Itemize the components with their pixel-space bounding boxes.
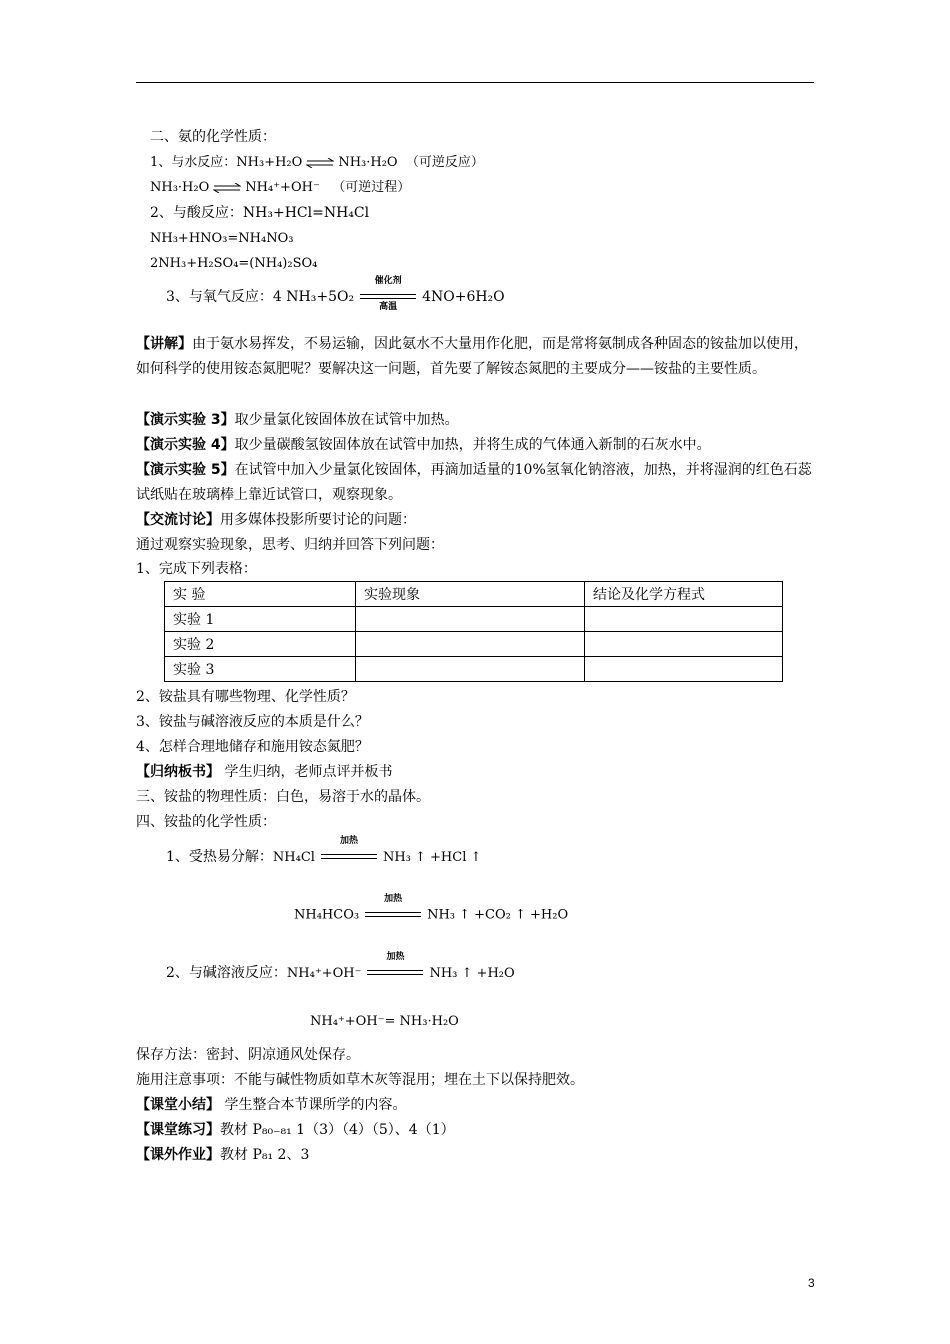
lecture-tag: 【讲解】 xyxy=(136,336,192,352)
decomp-label: 1、受热易分解： xyxy=(166,849,273,865)
decomp1-rhs: NH₃ ↑ +HCl ↑ xyxy=(382,850,482,865)
ionize-lhs: NH₃·H₂O xyxy=(150,180,210,195)
demo4-line xyxy=(136,433,814,458)
demo4-text: 取少量碳酸氢铵固体放在试管中加热，并将生成的气体通入新制的石灰水中。 xyxy=(234,437,711,453)
class-practice-text: 教材 P₈₀₋₈₁ 1（3）（4）（5）、4（1） xyxy=(220,1122,455,1138)
acid-line xyxy=(150,204,369,222)
usage-text: 施用注意事项：不能与碱性物质如草木灰等混用；埋在土下以保持肥效。 xyxy=(136,1072,584,1088)
water-rhs: NH₃·H₂O xyxy=(338,155,398,170)
high-temp-label: 高温 xyxy=(379,302,398,312)
decomp2-lhs: NH₄HCO₃ xyxy=(294,907,360,923)
question-4: 4、怎样合理地储存和施用铵态氮肥？ xyxy=(136,739,369,755)
question-3: 3、铵盐与碱溶液反应的本质是什么？ xyxy=(136,714,369,730)
decomp1-line xyxy=(166,836,482,867)
top-rule xyxy=(136,82,814,83)
base-label: 2、与碱溶液反应： xyxy=(166,965,287,981)
water-note: （可逆反应） xyxy=(405,155,484,170)
table-cell xyxy=(356,657,585,682)
homework-line xyxy=(136,1143,814,1168)
ionize-note: （可逆过程） xyxy=(332,180,411,195)
discussion-text: 用多媒体投影所要讨论的问题： xyxy=(220,512,416,528)
question-1: 1、完成下列表格： xyxy=(136,561,257,577)
table-cell: 实验 3 xyxy=(165,657,356,682)
table-header-cell: 实验现象 xyxy=(356,582,585,607)
reversible-arrow-icon xyxy=(213,183,241,193)
ionize-line xyxy=(150,179,410,197)
ionize-rhs: NH₄⁺+OH⁻ xyxy=(245,180,320,195)
section4-heading: 四、铵盐的化学性质： xyxy=(136,814,276,830)
discussion-intro: 通过观察实验现象，思考、归纳并回答下列问题： xyxy=(136,537,444,553)
water-lhs: NH₃+H₂O xyxy=(236,155,303,170)
table-cell: 实验 1 xyxy=(165,607,356,632)
summary-line xyxy=(136,760,814,785)
class-summary-line xyxy=(136,1093,814,1118)
base-line xyxy=(166,952,515,983)
class-practice-tag: 【课堂练习】 xyxy=(136,1122,220,1138)
table-row xyxy=(165,607,783,632)
demo4-tag: 【演示实验 4】 xyxy=(136,437,235,453)
heat-condition xyxy=(367,952,423,982)
decomp1-lhs: NH₄Cl xyxy=(272,850,315,865)
demo5-tag: 【演示实验 5】 xyxy=(136,462,235,478)
acid-eq3: 2NH₃+H₂SO₄=(NH₄)₂SO₄ xyxy=(150,256,318,271)
heat-label: 加热 xyxy=(386,952,405,962)
discussion-line xyxy=(136,508,814,533)
acid-eq1: NH₃+HCl=NH₄Cl xyxy=(242,205,370,221)
class-practice-line xyxy=(136,1118,814,1143)
water-reaction-line xyxy=(150,154,484,172)
lecture-text: 由于氨水易挥发，不易运输，因此氨水不大量用作化肥，而是常将氨制成各种固态的铵盐加以使用，如何科学的使用铵态氮肥呢？要解决这一问题，首先要了解铵态氮肥的主要成分——铵盐的主要性质。 xyxy=(136,336,808,377)
water-label: 1、与水反应： xyxy=(150,155,237,170)
base-lhs: NH₄⁺+OH⁻ xyxy=(286,966,362,981)
oxygen-label: 3、与氧气反应： xyxy=(166,289,273,305)
demo5-text: 在试管中加入少量氯化铵固体，再滴加适量的10%氢氧化钠溶液，加热，并将湿润的红色石蕊试纸贴在玻璃棒上靠近试管口，观察现象。 xyxy=(136,462,812,503)
reaction-condition xyxy=(360,276,416,312)
table-header-row xyxy=(165,582,783,607)
experiment-table xyxy=(164,581,783,682)
table-cell: 实验 2 xyxy=(165,632,356,657)
oxygen-lhs: 4 NH₃+5O₂ xyxy=(272,289,355,305)
section3-text: 三、铵盐的物理性质：白色，易溶于水的晶体。 xyxy=(136,789,430,805)
table-cell xyxy=(585,632,783,657)
summary-text: 学生归纳，老师点评并板书 xyxy=(224,764,393,780)
storage-text: 保存方法：密封、阴凉通风处保存。 xyxy=(136,1047,360,1063)
table-cell xyxy=(356,632,585,657)
demo3-line xyxy=(136,408,814,433)
oxygen-line xyxy=(166,276,505,312)
demo3-tag: 【演示实验 3】 xyxy=(136,412,235,428)
heat-label: 加热 xyxy=(339,836,358,846)
heat-condition xyxy=(365,894,421,924)
reversible-arrow-icon xyxy=(306,158,334,168)
table-row xyxy=(165,632,783,657)
table-cell xyxy=(585,607,783,632)
page-number: 3 xyxy=(808,1276,815,1290)
catalyst-label: 催化剂 xyxy=(374,276,402,286)
question-2: 2、铵盐具有哪些物理、化学性质？ xyxy=(136,689,355,705)
lecture-paragraph xyxy=(136,332,814,382)
table-row xyxy=(165,657,783,682)
summary-tag: 【归纳板书】 xyxy=(136,764,220,780)
homework-text: 教材 P₈₁ 2、3 xyxy=(220,1147,310,1163)
table-cell xyxy=(585,657,783,682)
acid-eq2: NH₃+HNO₃=NH₄NO₃ xyxy=(150,231,294,246)
demo3-text: 取少量氯化铵固体放在试管中加热。 xyxy=(234,412,459,428)
class-summary-tag: 【课堂小结】 xyxy=(136,1097,220,1113)
homework-tag: 【课外作业】 xyxy=(136,1147,220,1163)
discussion-tag: 【交流讨论】 xyxy=(136,512,220,528)
heat-label: 加热 xyxy=(384,894,403,904)
table-header-cell: 结论及化学方程式 xyxy=(585,582,783,607)
class-summary-text: 学生整合本节课所学的内容。 xyxy=(224,1097,407,1113)
section2-heading: 二、氨的化学性质： xyxy=(150,129,276,145)
table-cell xyxy=(356,607,585,632)
decomp2-line xyxy=(294,894,569,925)
decomp2-rhs: NH₃ ↑ +CO₂ ↑ +H₂O xyxy=(427,907,569,923)
acid-label: 2、与酸反应： xyxy=(150,205,243,221)
oxygen-rhs: 4NO+6H₂O xyxy=(422,289,505,305)
demo5-paragraph xyxy=(136,458,814,508)
base-eq2: NH₄⁺+OH⁻= NH₃·H₂O xyxy=(310,1014,459,1029)
heat-condition xyxy=(321,836,377,866)
table-header-cell: 实 验 xyxy=(165,582,356,607)
base-rhs: NH₃ ↑ +H₂O xyxy=(429,966,515,981)
